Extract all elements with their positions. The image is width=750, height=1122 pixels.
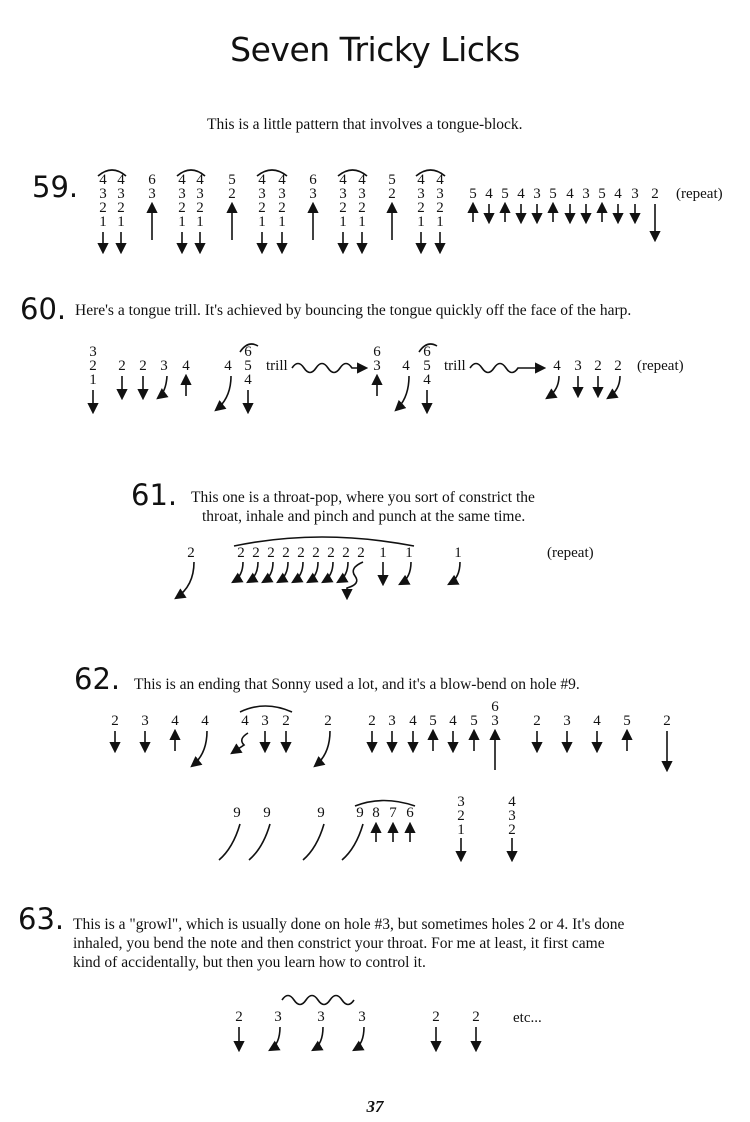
page-number: 37 bbox=[366, 1097, 384, 1116]
chord-note: 6 bbox=[309, 172, 317, 188]
chord-note: 3 bbox=[278, 186, 286, 202]
blow-bend-arrow-icon bbox=[219, 824, 240, 860]
run-note: 5 bbox=[469, 186, 477, 202]
wavy-arrow-icon bbox=[347, 562, 363, 598]
tab-note: 4 bbox=[593, 713, 601, 729]
tab-note: 1 bbox=[454, 545, 462, 561]
lick-60-trill-label-2: trill bbox=[444, 358, 466, 374]
chord-note: 4 bbox=[196, 172, 204, 188]
chord-note: 3 bbox=[339, 186, 347, 202]
bend-arrow-icon bbox=[449, 562, 460, 584]
trill-wave-icon bbox=[292, 364, 366, 373]
slur-arc-icon bbox=[419, 344, 437, 352]
tab-note: 5 bbox=[429, 713, 437, 729]
chord-note: 6 bbox=[148, 172, 156, 188]
tab-note: 4 bbox=[241, 713, 249, 729]
tab-note: 5 bbox=[423, 358, 431, 374]
chord-note: 3 bbox=[358, 186, 366, 202]
tab-note: 2 bbox=[235, 1009, 243, 1025]
lick-61-repeat: (repeat) bbox=[547, 545, 594, 561]
tab-note: 2 bbox=[324, 713, 332, 729]
tab-note: 4 bbox=[553, 358, 561, 374]
run-note: 3 bbox=[582, 186, 590, 202]
tab-note: 4 bbox=[423, 372, 431, 388]
chord-note: 4 bbox=[278, 172, 286, 188]
chord-note: 2 bbox=[258, 200, 266, 216]
tab-note: 3 bbox=[388, 713, 396, 729]
slur-arc-icon bbox=[240, 344, 258, 352]
bend-arrow-icon bbox=[354, 1027, 364, 1050]
chord-note: 4 bbox=[258, 172, 266, 188]
tab-note: 2 bbox=[357, 545, 365, 561]
lick-59-description: This is a little pattern that involves a tongue-block. bbox=[207, 116, 523, 133]
tab-note: 2 bbox=[139, 358, 147, 374]
chord-note: 1 bbox=[89, 372, 97, 388]
tab-note: 2 bbox=[368, 713, 376, 729]
bend-arrow-icon bbox=[313, 1027, 323, 1050]
slur-arc-icon bbox=[257, 170, 287, 176]
tab-note: 3 bbox=[160, 358, 168, 374]
slur-arc-icon bbox=[416, 170, 445, 176]
lick-number-59: 59. bbox=[32, 170, 79, 204]
bend-arrow-icon bbox=[232, 733, 248, 753]
tab-note: 2 bbox=[282, 713, 290, 729]
chord-note: 3 bbox=[148, 186, 156, 202]
tab-note: 2 bbox=[432, 1009, 440, 1025]
chord-note: 2 bbox=[99, 200, 107, 216]
tab-note: 3 bbox=[261, 713, 269, 729]
tab-note: 9 bbox=[233, 805, 241, 821]
chord-note: 2 bbox=[339, 200, 347, 216]
chord-note: 3 bbox=[178, 186, 186, 202]
lick-62-description: This is an ending that Sonny used a lot, and it's a blow-bend on hole #9. bbox=[134, 676, 580, 693]
chord-note: 4 bbox=[99, 172, 107, 188]
tab-note: 5 bbox=[244, 358, 252, 374]
tab-note: 6 bbox=[373, 344, 381, 360]
chord-note: 3 bbox=[457, 794, 465, 810]
tab-note: 2 bbox=[282, 545, 290, 561]
tab-note: 3 bbox=[358, 1009, 366, 1025]
blow-bend-arrow-icon bbox=[303, 824, 324, 860]
bend-arrow-icon bbox=[192, 731, 207, 766]
tab-note: 6 bbox=[491, 699, 499, 715]
bend-arrow-icon bbox=[308, 562, 318, 582]
chord-note: 4 bbox=[417, 172, 425, 188]
chord-note: 4 bbox=[178, 172, 186, 188]
tab-note: 3 bbox=[563, 713, 571, 729]
bend-arrow-icon bbox=[248, 562, 258, 582]
blow-bend-arrow-icon bbox=[249, 824, 270, 860]
bend-arrow-icon bbox=[338, 562, 348, 582]
slur-arc-icon bbox=[234, 537, 414, 546]
run-note: 4 bbox=[614, 186, 622, 202]
tab-note: 9 bbox=[317, 805, 325, 821]
tab-note: 4 bbox=[224, 358, 232, 374]
chord-note: 4 bbox=[508, 794, 516, 810]
chord-note: 3 bbox=[436, 186, 444, 202]
tab-note: 2 bbox=[252, 545, 260, 561]
tab-note: 2 bbox=[312, 545, 320, 561]
bend-arrow-icon bbox=[216, 376, 231, 410]
chord-note: 1 bbox=[278, 214, 286, 230]
tab-note: 1 bbox=[379, 545, 387, 561]
chord-note: 1 bbox=[196, 214, 204, 230]
lick-61-description-line1: This one is a throat-pop, where you sort of constrict the bbox=[191, 489, 535, 506]
chord-note: 1 bbox=[117, 214, 125, 230]
chord-note: 5 bbox=[228, 172, 236, 188]
tab-note: 2 bbox=[533, 713, 541, 729]
chord-note: 1 bbox=[436, 214, 444, 230]
tab-note: 4 bbox=[201, 713, 209, 729]
tab-note: 2 bbox=[237, 545, 245, 561]
trill-wave-icon bbox=[470, 364, 544, 373]
slur-arc-icon bbox=[338, 170, 367, 176]
tab-note: 2 bbox=[111, 713, 119, 729]
chord-note: 3 bbox=[508, 808, 516, 824]
chord-note: 4 bbox=[339, 172, 347, 188]
chord-note: 2 bbox=[436, 200, 444, 216]
slur-arc-icon bbox=[240, 706, 292, 712]
chord-note: 2 bbox=[388, 186, 396, 202]
chord-note: 1 bbox=[417, 214, 425, 230]
bend-arrow-icon bbox=[400, 562, 411, 584]
chord-note: 2 bbox=[278, 200, 286, 216]
chord-note: 1 bbox=[339, 214, 347, 230]
chord-note: 2 bbox=[228, 186, 236, 202]
bend-arrow-icon bbox=[315, 731, 330, 766]
lick-63-description-line1: This is a "growl", which is usually done on hole #3, but sometimes holes 2 or 4. It's done bbox=[73, 916, 625, 933]
slur-arc-icon bbox=[177, 170, 205, 176]
tab-note: 4 bbox=[244, 372, 252, 388]
chord-note: 2 bbox=[457, 808, 465, 824]
lick-60-description: Here's a tongue trill. It's achieved by bouncing the tongue quickly off the face of the harp. bbox=[75, 302, 632, 319]
run-note: 4 bbox=[485, 186, 493, 202]
run-note: 2 bbox=[651, 186, 659, 202]
chord-note: 3 bbox=[258, 186, 266, 202]
lick-number-61: 61. bbox=[131, 478, 178, 512]
bend-arrow-icon bbox=[176, 562, 194, 598]
chord-note: 3 bbox=[99, 186, 107, 202]
lick-60-trill-label-1: trill bbox=[266, 358, 288, 374]
run-note: 4 bbox=[517, 186, 525, 202]
tab-note: 3 bbox=[491, 713, 499, 729]
tab-note: 3 bbox=[574, 358, 582, 374]
lick-63-description-line3: kind of accidentally, but then you learn how to control it. bbox=[73, 954, 426, 971]
lick-61-description-line2: throat, inhale and pinch and punch at the same time. bbox=[202, 508, 526, 525]
slur-arc-icon bbox=[98, 170, 126, 176]
tab-note: 3 bbox=[373, 358, 381, 374]
growl-wave-icon bbox=[282, 996, 354, 1005]
bend-arrow-icon bbox=[293, 562, 303, 582]
tab-note: 2 bbox=[342, 545, 350, 561]
chord-note: 2 bbox=[117, 200, 125, 216]
blow-bend-arrow-icon bbox=[342, 824, 363, 860]
tab-note: 2 bbox=[118, 358, 126, 374]
run-note: 5 bbox=[598, 186, 606, 202]
chord-note: 4 bbox=[117, 172, 125, 188]
chord-note: 3 bbox=[117, 186, 125, 202]
bend-arrow-icon bbox=[323, 562, 333, 582]
tab-note: 6 bbox=[244, 344, 252, 360]
lick-60-repeat: (repeat) bbox=[637, 358, 684, 374]
chord-note: 1 bbox=[457, 822, 465, 838]
tab-note: 9 bbox=[263, 805, 271, 821]
lick-number-63: 63. bbox=[18, 902, 65, 936]
chord-note: 2 bbox=[417, 200, 425, 216]
run-note: 3 bbox=[631, 186, 639, 202]
bend-arrow-icon bbox=[278, 562, 288, 582]
tab-note: 7 bbox=[389, 805, 397, 821]
chord-note: 3 bbox=[309, 186, 317, 202]
tab-note: 5 bbox=[470, 713, 478, 729]
tab-note: 2 bbox=[187, 545, 195, 561]
tab-note: 2 bbox=[267, 545, 275, 561]
chord-note: 2 bbox=[508, 822, 516, 838]
tab-note: 3 bbox=[317, 1009, 325, 1025]
tab-note: 1 bbox=[405, 545, 413, 561]
tab-note: 5 bbox=[623, 713, 631, 729]
tab-note: 4 bbox=[402, 358, 410, 374]
tab-note: 9 bbox=[356, 805, 364, 821]
run-note: 4 bbox=[566, 186, 574, 202]
lick-number-62: 62. bbox=[74, 662, 121, 696]
bend-arrow-icon bbox=[396, 376, 409, 410]
tab-note: 2 bbox=[472, 1009, 480, 1025]
chord-note: 2 bbox=[196, 200, 204, 216]
tab-note: 2 bbox=[614, 358, 622, 374]
chord-note: 2 bbox=[89, 358, 97, 374]
tab-note: 2 bbox=[663, 713, 671, 729]
tab-note: 6 bbox=[406, 805, 414, 821]
tab-note: 6 bbox=[423, 344, 431, 360]
run-note: 3 bbox=[533, 186, 541, 202]
tab-note: 2 bbox=[327, 545, 335, 561]
tab-note: 3 bbox=[274, 1009, 282, 1025]
tab-note: 4 bbox=[409, 713, 417, 729]
tab-note: 3 bbox=[141, 713, 149, 729]
page-title: Seven Tricky Licks bbox=[230, 30, 520, 69]
tab-note: 4 bbox=[449, 713, 457, 729]
chord-note: 1 bbox=[258, 214, 266, 230]
chord-note: 1 bbox=[358, 214, 366, 230]
run-note: 5 bbox=[549, 186, 557, 202]
lick-63-description-line2: inhaled, you bend the note and then constrict your throat. For me at least, it first came bbox=[73, 935, 605, 952]
chord-note: 4 bbox=[436, 172, 444, 188]
tab-note: 4 bbox=[171, 713, 179, 729]
bend-arrow-icon bbox=[233, 562, 243, 582]
chord-note: 1 bbox=[178, 214, 186, 230]
tab-note: 2 bbox=[594, 358, 602, 374]
chord-note: 1 bbox=[99, 214, 107, 230]
chord-note: 5 bbox=[388, 172, 396, 188]
slur-arc-icon bbox=[355, 801, 415, 807]
tab-note: 4 bbox=[182, 358, 190, 374]
bend-arrow-icon bbox=[547, 376, 559, 398]
bend-arrow-icon bbox=[608, 376, 620, 398]
tab-note: 2 bbox=[297, 545, 305, 561]
lick-59-repeat: (repeat) bbox=[676, 186, 723, 202]
chord-note: 3 bbox=[196, 186, 204, 202]
bend-arrow-icon bbox=[263, 562, 273, 582]
lick-number-60: 60. bbox=[20, 292, 67, 326]
tab-note: 8 bbox=[372, 805, 380, 821]
lick-63-etc: etc... bbox=[513, 1010, 542, 1026]
run-note: 5 bbox=[501, 186, 509, 202]
chord-note: 3 bbox=[417, 186, 425, 202]
chord-note: 4 bbox=[358, 172, 366, 188]
bend-arrow-icon bbox=[270, 1027, 280, 1050]
bend-arrow-icon bbox=[158, 376, 167, 398]
chord-note: 2 bbox=[178, 200, 186, 216]
chord-note: 3 bbox=[89, 344, 97, 360]
chord-note: 2 bbox=[358, 200, 366, 216]
